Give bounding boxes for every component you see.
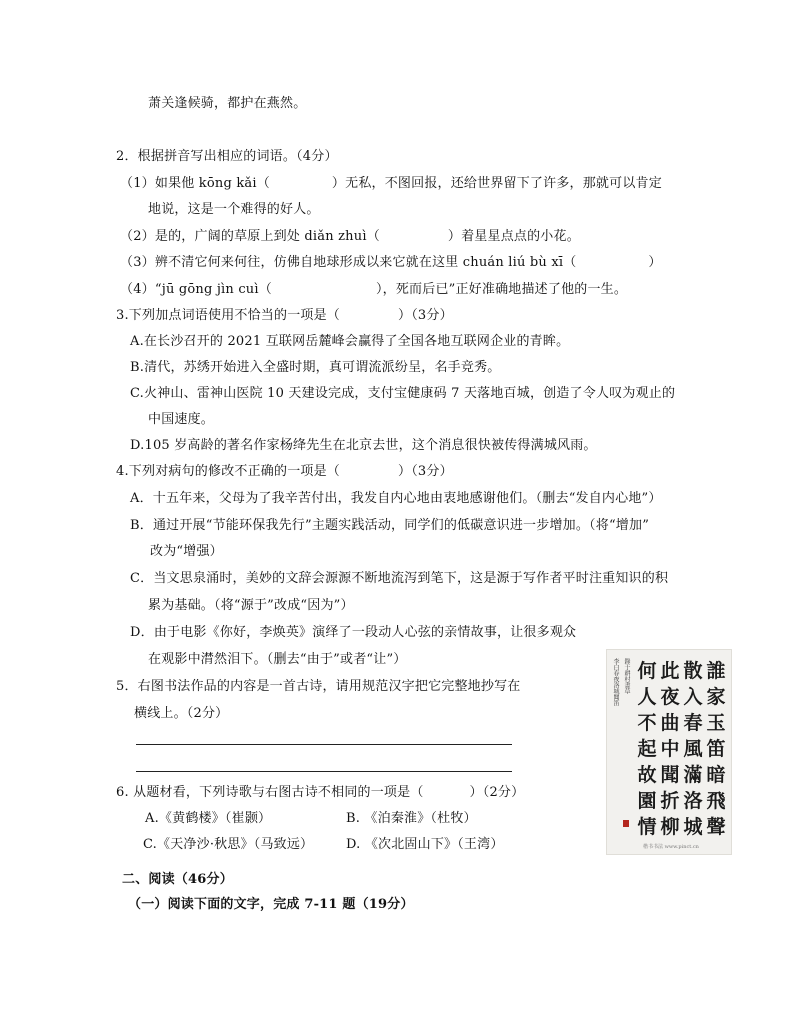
question-2-item-2: （2）是的，广阔的草原上到处 diǎn zhuì（ ）着星星点点的小花。 [120, 229, 580, 244]
calligraphy-column-3 [659, 658, 681, 840]
question-6-option-d: D. 《次北固山下》（王湾） [346, 837, 504, 852]
calligraphy-char: 笛 [706, 738, 726, 760]
calligraphy-char: 此 [660, 660, 680, 682]
section-heading-reading: 二、阅读（46分） [122, 872, 233, 887]
seal-stamp [623, 820, 629, 827]
subsection-heading: （一）阅读下面的文字，完成 7-11 题（19分） [128, 897, 414, 912]
question-3-option-a: A.在长沙召开的 2021 互联网岳麓峰会赢得了全国各地互联网企业的青眸。 [130, 334, 570, 349]
calligraphy-char: 中 [660, 738, 680, 760]
calligraphy-char: 人 [637, 686, 657, 708]
calligraphy-char: 何 [637, 660, 657, 682]
question-4-option-b-cont: 改为“增强） [150, 544, 223, 559]
calligraphy-char: 誰 [706, 660, 726, 682]
calligraphy-char: 故 [637, 764, 657, 786]
calligraphy-char: 情 [637, 816, 657, 838]
inscription-signature: 錄于耕村書草 [623, 658, 630, 694]
question-3-option-c-cont: 中国速度。 [148, 412, 215, 427]
question-3-title: 3.下列加点词语使用不恰当的一项是（ ）（3分） [116, 308, 453, 323]
calligraphy-char: 柳 [660, 816, 680, 838]
calligraphy-char: 家 [706, 686, 726, 708]
calligraphy-char: 折 [660, 790, 680, 812]
calligraphy-char: 玉 [706, 712, 726, 734]
calligraphy-column-4 [636, 658, 658, 840]
question-4-title: 4.下列对病句的修改不正确的一项是（ ）（3分） [116, 464, 453, 479]
calligraphy-char: 曲 [660, 712, 680, 734]
calligraphy-char: 夜 [660, 686, 680, 708]
question-6-title: 6. 从题材看，下列诗歌与右图古诗不相同的一项是（ ）（2分） [116, 785, 525, 800]
calligraphy-char: 滿 [683, 764, 703, 786]
answer-line-2[interactable] [136, 771, 512, 772]
question-4-option-d-cont: 在观影中潸然泪下。（删去“由于”或者“让”） [148, 652, 407, 667]
calligraphy-char: 暗 [706, 764, 726, 786]
calligraphy-char: 不 [637, 712, 657, 734]
calligraphy-column-1 [705, 658, 727, 840]
question-6-option-b: B. 《泊秦淮》（杜牧） [346, 811, 477, 826]
calligraphy-char: 起 [637, 738, 657, 760]
inscription-title: 李白春夜洛城聞笛 [612, 658, 619, 706]
calligraphy-char: 飛 [706, 790, 726, 812]
calligraphy-char: 聲 [706, 816, 726, 838]
calligraphy-char: 洛 [683, 790, 703, 812]
question-2-item-4: （4）“jū gōng jìn cuì（ ），死而后已”正好准确地描述了他的一生。 [120, 282, 628, 297]
calligraphy-char: 入 [683, 686, 703, 708]
question-2-item-1-cont: 地说，这是一个难得的好人。 [148, 202, 320, 217]
question-4-option-c-cont: 累为基础。（将“源于”改成“因为”） [148, 598, 354, 613]
question-3-option-b: B.清代，苏绣开始进入全盛时期，真可谓流派纷呈，名手竞秀。 [130, 360, 501, 375]
question-2-item-1: （1）如果他 kōng kǎi（ ）无私，不图回报，还给世界留下了许多，那就可以肯定 [120, 176, 662, 191]
question-2-title: 2．根据拼音写出相应的词语。（4分） [116, 149, 338, 164]
calligraphy-char: 聞 [660, 764, 680, 786]
calligraphy-char: 春 [683, 712, 703, 734]
calligraphy-artwork [606, 649, 732, 855]
calligraphy-char: 城 [683, 816, 703, 838]
question-4-option-b: B．通过开展“节能环保我先行”主题实践活动，同学们的低碳意识进一步增加。（将“增加” [130, 518, 650, 533]
question-6-option-a: A.《黄鹤楼》（崔颢） [145, 811, 272, 826]
question-3-option-c: C.火神山、雷神山医院 10 天建设完成，支付宝健康码 7 天落地百城，创造了令人叹为观止的 [130, 386, 676, 401]
question-5-title: 5．右图书法作品的内容是一首古诗，请用规范汉字把它完整地抄写在 [116, 679, 521, 694]
question-4-option-c: C．当文思泉涌时，美妙的文辞会源源不断地流泻到笔下，这是源于写作者平时注重知识的积 [130, 571, 669, 586]
question-2-item-3: （3）辨不清它何来何往，仿佛自地球形成以来它就在这里 chuán liú bù xī（ ） [120, 255, 662, 270]
calligraphy-column-2 [682, 658, 704, 840]
question-6-option-c: C.《天净沙·秋思》（马致远） [143, 837, 314, 852]
website-watermark: 楷书书法 www.pinct.cn [643, 844, 699, 850]
calligraphy-char: 散 [683, 660, 703, 682]
question-5-title-cont: 横线上。（2分） [134, 706, 229, 721]
calligraphy-char: 風 [683, 738, 703, 760]
calligraphy-char: 園 [637, 790, 657, 812]
question-3-option-d: D.105 岁高龄的著名作家杨绛先生在北京去世，这个消息很快被传得满城风雨。 [130, 438, 597, 453]
answer-line-1[interactable] [136, 744, 512, 745]
question-4-option-a: A．十五年来，父母为了我辛苦付出，我发自内心地由衷地感谢他们。（删去“发自内心地”） [130, 491, 662, 506]
question-4-option-d: D．由于电影《你好，李焕英》演绎了一段动人心弦的亲情故事，让很多观众 [130, 625, 577, 640]
poem-line: 萧关逢候骑，都护在燕然。 [148, 96, 307, 111]
